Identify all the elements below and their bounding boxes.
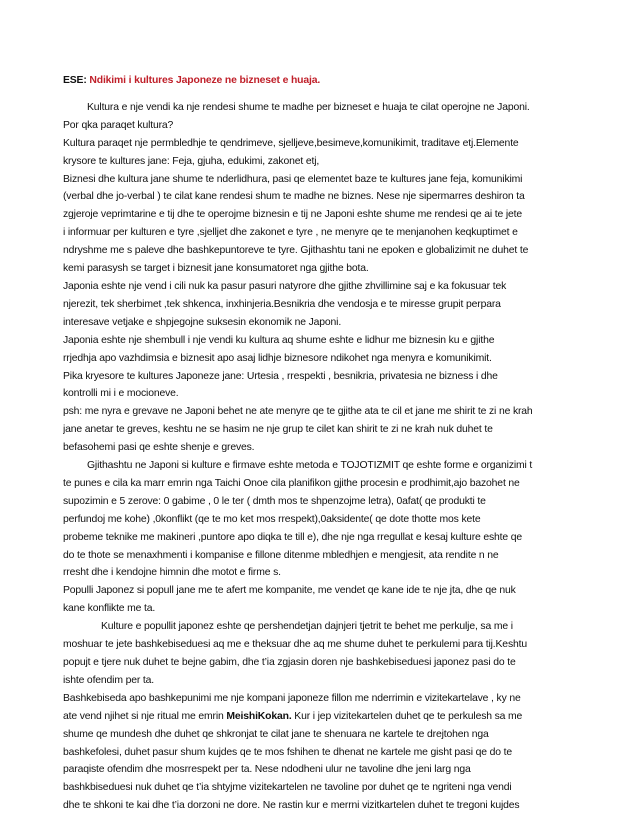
text-line: Japonia eshte nje vend i cili nuk ka pasur pasuri natyrore dhe gjithe zhvillimine saj e ka fokusuar tek [63, 280, 507, 292]
text-line: Pika kryesore te kultures Japoneze jane: Urtesia , rrespekti , besnikria, privatesia ne bizness i dhe [63, 370, 498, 382]
text-line: (verbal dhe jo-verbal ) te cilat kane rendesi shum te madhe ne biznes. Nese nje sipermarres deshiron ta [63, 191, 525, 203]
text-line: ishte ofendim per ta. [63, 674, 154, 686]
text-line: Por qka paraqet kultura? [63, 119, 174, 131]
text-line: dhe te shkoni te kai dhe t’ia dorzoni ne dore. Ne rastin kur e merrni vizitkartelen duhet te tregoni kujdes [63, 800, 520, 812]
text-line: njerezit, tek sherbimet ,tek shkenca, inxhinjeria.Besnikria dhe vendosja e te miresse grupit perpara [63, 298, 501, 310]
text-line-with-term [63, 708, 573, 726]
text-line: befasohemi pasi qe eshte shenje e greves. [63, 442, 255, 454]
text-line: do te thote se menaxhmenti i kompanise e fillone ditenme mbledhjen e mengjesit, ata rendite n ne [63, 549, 499, 561]
text-line: Japonia eshte nje shembull i nje vendi ku kultura aq shume eshte e lidhur me biznesin ku e gjithe [63, 334, 495, 346]
text-line: ndryshme me s paleve dhe bashkepuntoreve te tyre. Gjithashtu tani ne epoken e globalizimit ne duhet te [63, 245, 529, 257]
text-line: bashkefolesi, duhet pasur shum kujdes qe te mos fshihen te dhenat ne kartele me gisht pasi qe do te [63, 746, 512, 758]
text-line: Populli Japonez si popull jane me te afert me kompanite, me vendet qe kane ide te nje jta, dhe qe nuk [63, 585, 516, 597]
text-line: kemi parasysh se target i biznesit jane konsumatoret nga gjithe bota. [63, 263, 369, 275]
text-line: Kultura paraqet nje permbledhje te qendrimeve, sjelljeve,besimeve,komunikimit, traditave etj.Elemente [63, 137, 519, 149]
text-line: interesave vetjake e shpjegojne suksesin ekonomik ne Japoni. [63, 316, 342, 328]
text-line: kontrolli mi i e mocioneve. [63, 388, 179, 400]
text-line: Kulture e popullit japonez eshte qe pershendetjan dajnjeri tjetrit te behet me perkulje, sa me i [101, 621, 513, 633]
title-prefix: ESE: [63, 75, 90, 86]
text-line: Biznesi dhe kultura jane shume te nderlidhura, pasi qe elementet baze te kultures jane feja, komunikimi [63, 173, 523, 185]
text-line: probeme teknike me makineri ,puntore apo diqka te till e), dhe nje nga rregullat e kesaj kulture eshte qe [63, 531, 523, 543]
text-line: supozimin e 5 zerove: 0 gabime , 0 le ter ( dmth mos te shpenzojme letra), 0afat( qe produkti te [63, 495, 486, 507]
text-line: paraqiste ofendim dhe mosrrespekt per ta. Nese ndodheni ulur ne tavoline dhe jeni larg nga [63, 764, 471, 776]
text-line: Bashkebiseda apo bashkepunimi me nje kompani japoneze fillon me nderrimin e vizitekartelave , ky ne [63, 692, 521, 704]
text-line: jane anetar te greves, keshtu ne se hasim ne nje grup te cilet kan shirit te zi ne krah nuk duhet te [63, 424, 493, 436]
text-segment: Kur i jep vizitekartelen duhet qe te perkulesh sa me [291, 710, 523, 722]
text-line: moshuar te jete bashkebiseduesi aq me e theksuar dhe aq me shume duhet te perkulemi para tij.Keshtu [63, 639, 527, 651]
text-line: zgjeroje veprimtarine e tij dhe te operojme biznesin e tij ne Japoni eshte shume me rendesi qe ai te jete [63, 209, 523, 221]
title-text: Ndikimi i kultures Japoneze ne bizneset e huaja. [89, 75, 321, 86]
essay-body [63, 72, 573, 815]
essay-title [63, 72, 573, 90]
text-line: shume qe mundesh dhe duhet qe shkronjat te cilat jane te shenuara ne kartele te drejtohen nga [63, 728, 489, 740]
ritual-term: MeishiKokan. [226, 710, 292, 722]
text-line: Gjithashtu ne Japoni si kulture e firmave eshte metoda e TOJOTIZMIT qe eshte forme e organizimi t [87, 460, 533, 472]
text-line: psh: me nyra e grevave ne Japoni behet ne ate menyre qe te gjithe ata te cil et jane me shirit te zi ne krah [63, 406, 533, 418]
text-line: i informuar per kulturen e tyre ,sjelljet dhe zakonet e tyre , ne menyre qe te menjanohen keqkuptimet e [63, 227, 518, 239]
text-line: Kultura e nje vendi ka nje rendesi shume te madhe per bizneset e huaja te cilat operojne ne Japoni. [87, 101, 530, 113]
text-line: bashkbiseduesi nuk duhet qe t’ia shtyjme vizitekartelen ne tavoline por duhet qe te ngriteni nga vendi [63, 782, 512, 794]
text-line: krysore te kultures jane: Feja, gjuha, edukimi, zakonet etj, [63, 155, 320, 167]
text-line: popujt e tjere nuk duhet te bejne gabim, dhe t’ia zgjasin doren nje bashkebiseduesi japonez pasi do te [63, 657, 516, 668]
text-segment: ate vend njihet si nje ritual me emrin [63, 710, 227, 722]
text-line: rresht dhe i kendojne himnin dhe motot e firme s. [63, 567, 281, 579]
text-line: rrjedhja apo vazhdimsia e biznesit apo asaj lidhje biznesore ndikohet nga menyra e komunikimit. [63, 352, 492, 364]
text-line: kane konflikte me ta. [63, 603, 156, 615]
text-line: te punes e cila ka marr emrin nga Taichi Onoe cila planifikon gjithe procesin e prodhimit,ajo bazohet ne [63, 477, 520, 489]
text-line: perfundoj me kohe) ,0konflikt (qe te mo ket mos rrespekt),0aksidente( qe dote thotte mos kete [63, 513, 481, 525]
